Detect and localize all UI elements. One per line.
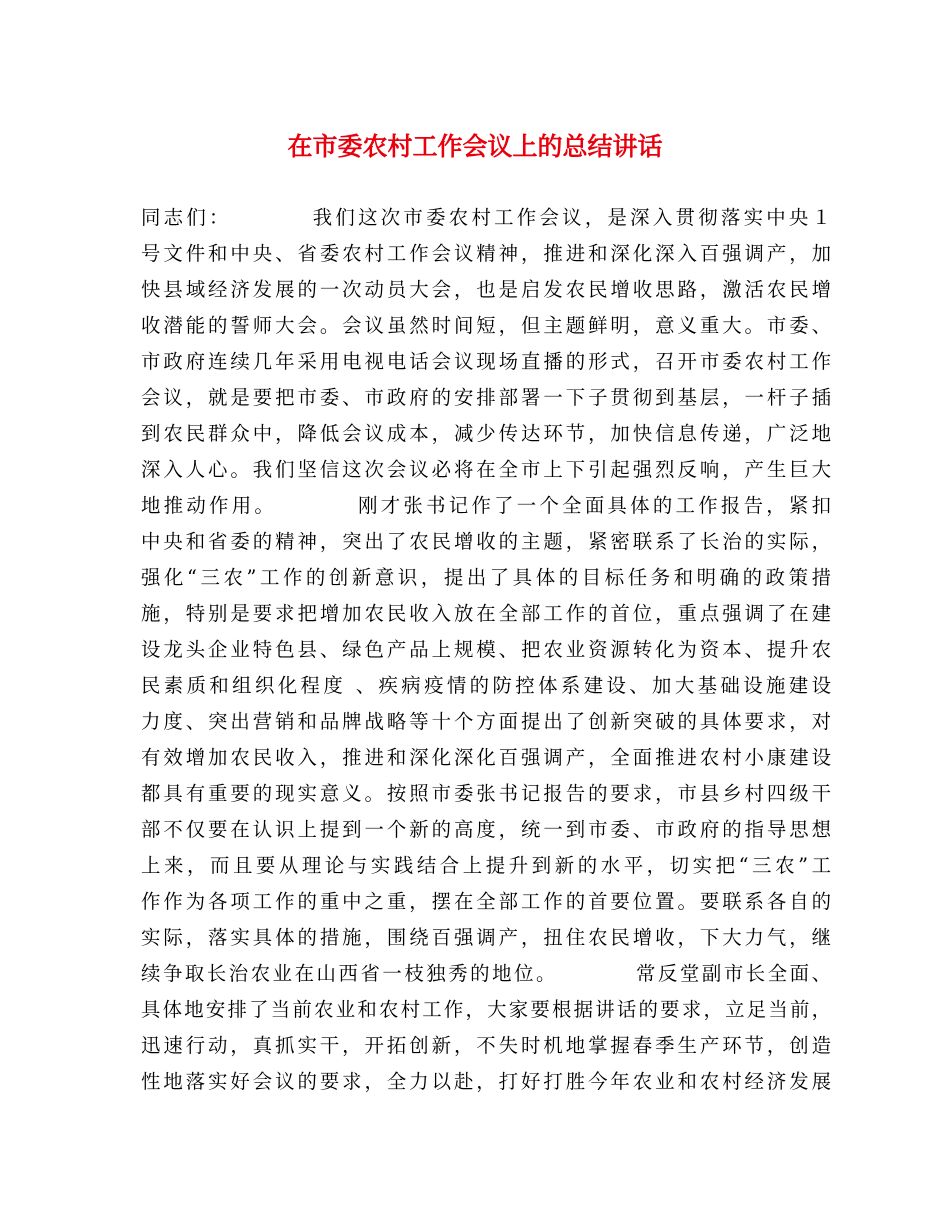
- body-line: 深入人心。我们坚信这次会议必将在全市上下引起强烈反响，产生巨大: [141, 458, 831, 481]
- body-line: 上来，而且要从理论与实践结合上提升到新的水平，切实把“三农”工: [141, 854, 831, 877]
- body-line: 施，特别是要求把增加农民收入放在全部工作的首位，重点强调了在建: [141, 602, 831, 625]
- body-line: 会议，就是要把市委、市政府的安排部署一下子贯彻到基层，一杆子插: [141, 386, 831, 409]
- body-line: 同志们： 我们这次市委农村工作会议，是深入贯彻落实中央１: [141, 206, 831, 229]
- body-line: 续争取长治农业在山西省一枝独秀的地位。 常反堂副市长全面、: [141, 962, 831, 985]
- body-line: 迅速行动，真抓实干，开拓创新，不失时机地掌握春季生产环节，创造: [141, 1034, 831, 1057]
- body-line: 地推动作用。 刚才张书记作了一个全面具体的工作报告，紧扣: [141, 494, 831, 517]
- body-line: 具体地安排了当前农业和农村工作，大家要根据讲话的要求，立足当前，: [141, 998, 831, 1021]
- body-line: 作作为各项工作的重中之重，摆在全部工作的首要位置。要联系各自的: [141, 890, 831, 913]
- body-line: 号文件和中央、省委农村工作会议精神，推进和深化深入百强调产，加: [141, 242, 831, 265]
- body-line: 力度、突出营销和品牌战略等十个方面提出了创新突破的具体要求，对: [141, 710, 831, 733]
- body-line: 强化“三农”工作的创新意识，提出了具体的目标任务和明确的政策措: [141, 566, 831, 589]
- body-line: 有效增加农民收入，推进和深化深化百强调产，全面推进农村小康建设: [141, 746, 831, 769]
- body-line: 实际，落实具体的措施，围绕百强调产，扭住农民增收，下大力气，继: [141, 926, 831, 949]
- body-line: 都具有重要的现实意义。按照市委张书记报告的要求，市县乡村四级干: [141, 782, 831, 805]
- body-line: 快县域经济发展的一次动员大会，也是启发农民增收思路，激活农民增: [141, 278, 831, 301]
- body-line: 性地落实好会议的要求，全力以赴，打好打胜今年农业和农村经济发展: [141, 1070, 831, 1093]
- body-line: 部不仅要在认识上提到一个新的高度，统一到市委、市政府的指导思想: [141, 818, 831, 841]
- body-line: 中央和省委的精神，突出了农民增收的主题，紧密联系了长治的实际，: [141, 530, 831, 553]
- document-title: 在市委农村工作会议上的总结讲话: [287, 132, 663, 161]
- body-line: 到农民群众中，降低会议成本，减少传达环节，加快信息传递，广泛地: [141, 422, 831, 445]
- body-line: 民素质和组织化程度 、疾病疫情的防控体系建设、加大基础设施建设: [141, 674, 831, 697]
- body-line: 市政府连续几年采用电视电话会议现场直播的形式，召开市委农村工作: [141, 350, 831, 373]
- body-line: 设龙头企业特色县、绿色产品上规模、把农业资源转化为资本、提升农: [141, 638, 831, 661]
- body-line: 收潜能的誓师大会。会议虽然时间短，但主题鲜明，意义重大。市委、: [141, 314, 831, 337]
